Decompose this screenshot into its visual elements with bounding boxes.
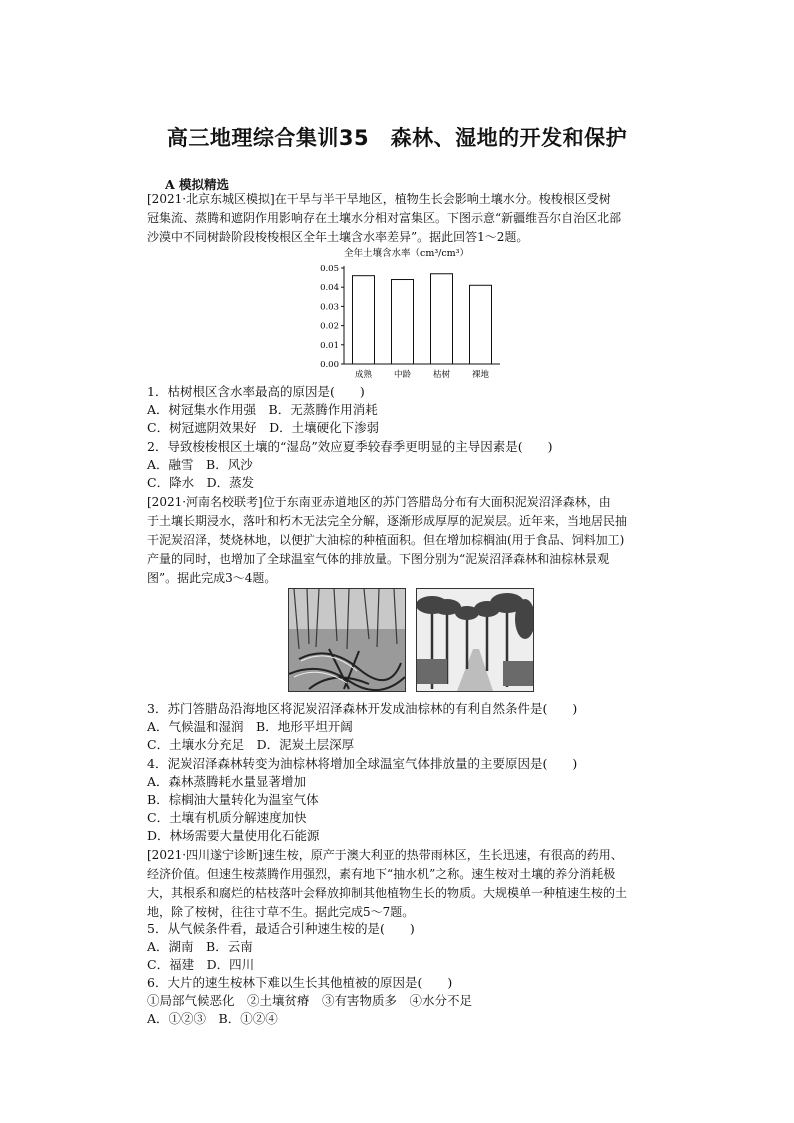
q4-option-a: A．森林蒸腾耗水量显著增加	[147, 774, 307, 789]
bar-成熟	[353, 276, 375, 364]
q4-stem: 4．泥炭沼泽森林转变为油棕林将增加全球温室气体排放量的主要原因是( )	[147, 756, 578, 771]
q1-stem: 1．枯树根区含水率最高的原因是( )	[147, 384, 365, 399]
q4-option-d: D．林场需要大量使用化石能源	[147, 828, 320, 843]
q2-options-ab: A．融雪 B．风沙	[147, 457, 253, 472]
q2-stem: 2．导致梭梭根区土壤的“湿岛”效应夏季较春季更明显的主导因素是( )	[147, 439, 553, 454]
intro2-line5: 图”。据此完成3～4题。	[147, 571, 277, 585]
section-heading: A 模拟精选	[165, 177, 230, 192]
q1-options-ab: A．树冠集水作用强 B．无蒸腾作用消耗	[147, 402, 378, 417]
q5-options-ab: A．湖南 B．云南	[147, 939, 253, 954]
q6-stem: 6．大片的速生桉林下难以生长其他植被的原因是( )	[147, 975, 453, 990]
chart-title: 全年土壤含水率（cm³/cm³）	[344, 248, 469, 259]
intro3-line4: 地，除了桉树，往往寸草不生。据此完成5～7题。	[147, 905, 415, 919]
oil-palm-plantation-photo	[416, 588, 534, 692]
q6-options-ab: A．①②③ B．①②④	[147, 1011, 278, 1026]
q4-option-c: C．土壤有机质分解速度加快	[147, 810, 307, 825]
bar-枯树	[431, 274, 453, 364]
intro2-line2: 于土壤长期浸水，落叶和朽木无法完全分解，逐渐形成厚厚的泥炭层。近年来，当地居民抽	[147, 514, 628, 528]
q3-options-cd: C．土壤水分充足 D．泥炭土层深厚	[147, 737, 355, 752]
q1-options-cd: C．树冠遮阴效果好 D．土壤硬化下渗弱	[147, 420, 380, 435]
intro3-line1: [2021·四川遂宁诊断]速生桉，原产于澳大利亚的热带雨林区，生长迅速，有很高的药用、	[147, 848, 623, 862]
q3-options-ab: A．气候温和湿润 B．地形平坦开阔	[147, 719, 353, 734]
x-tick-label: 裸地	[471, 370, 490, 380]
intro3-line3: 大，其根系和腐烂的枯枝落叶会释放抑制其他植物生长的物质。大规模单一种植速生桉的土	[147, 886, 628, 900]
intro3-line2: 经济价值。但速生桉蒸腾作用强烈，素有地下“抽水机”之称。速生桉对土壤的养分消耗极	[147, 867, 616, 881]
y-tick-label: 0.01	[320, 340, 339, 351]
intro2-line3: 干泥炭沼泽，焚烧林地，以便扩大油棕的种植面积。但在增加棕榈油(用于食品、饲料加工)	[147, 533, 625, 547]
q4-option-b: B．棕榈油大量转化为温室气体	[147, 792, 319, 807]
y-tick-label: 0.02	[320, 321, 339, 332]
intro1-line2: 冠集流、蒸腾和遮阴作用影响存在土壤水分相对富集区。下图示意“新疆维吾尔自治区北部	[147, 211, 622, 225]
y-tick-label: 0.03	[320, 302, 339, 313]
page-title: 高三地理综合集训35 森林、湿地的开发和保护	[166, 126, 628, 150]
y-tick-label: 0.00	[320, 360, 339, 370]
q2-options-cd: C．降水 D．蒸发	[147, 475, 255, 490]
y-tick-label: 0.05	[320, 264, 339, 274]
peat-swamp-forest-photo	[288, 588, 406, 692]
x-tick-label: 枯树	[432, 370, 451, 380]
intro1-line1: [2021·北京东城区模拟]在干旱与半干旱地区，植物生长会影响土壤水分。梭梭根区受树	[147, 192, 611, 206]
bar-裸地	[470, 285, 492, 364]
intro2-line4: 产量的同时，也增加了全球温室气体的排放量。下图分别为“泥炭沼泽森林和油棕林景观	[147, 552, 610, 566]
intro2-line1: [2021·河南名校联考]位于东南亚赤道地区的苏门答腊岛分布有大面积泥炭沼泽森林，由	[147, 495, 611, 509]
q5-options-cd: C．福建 D．四川	[147, 957, 255, 972]
intro1-line3: 沙漠中不同树龄阶段梭梭根区全年土壤含水率差异”。据此回答1～2题。	[147, 230, 529, 244]
x-tick-label: 成熟	[354, 370, 373, 380]
q6-items: ①局部气候恶化 ②土壤贫瘠 ③有害物质多 ④水分不足	[147, 993, 473, 1008]
x-tick-label: 中龄	[393, 370, 412, 380]
q3-stem: 3．苏门答腊岛沿海地区将泥炭沼泽森林开发成油棕林的有利自然条件是( )	[147, 701, 578, 716]
q5-stem: 5．从气候条件看，最适合引种速生桉的是( )	[147, 921, 415, 936]
y-tick-label: 0.04	[320, 283, 339, 294]
soil-moisture-bar-chart	[300, 244, 520, 384]
bar-中龄	[392, 280, 414, 364]
